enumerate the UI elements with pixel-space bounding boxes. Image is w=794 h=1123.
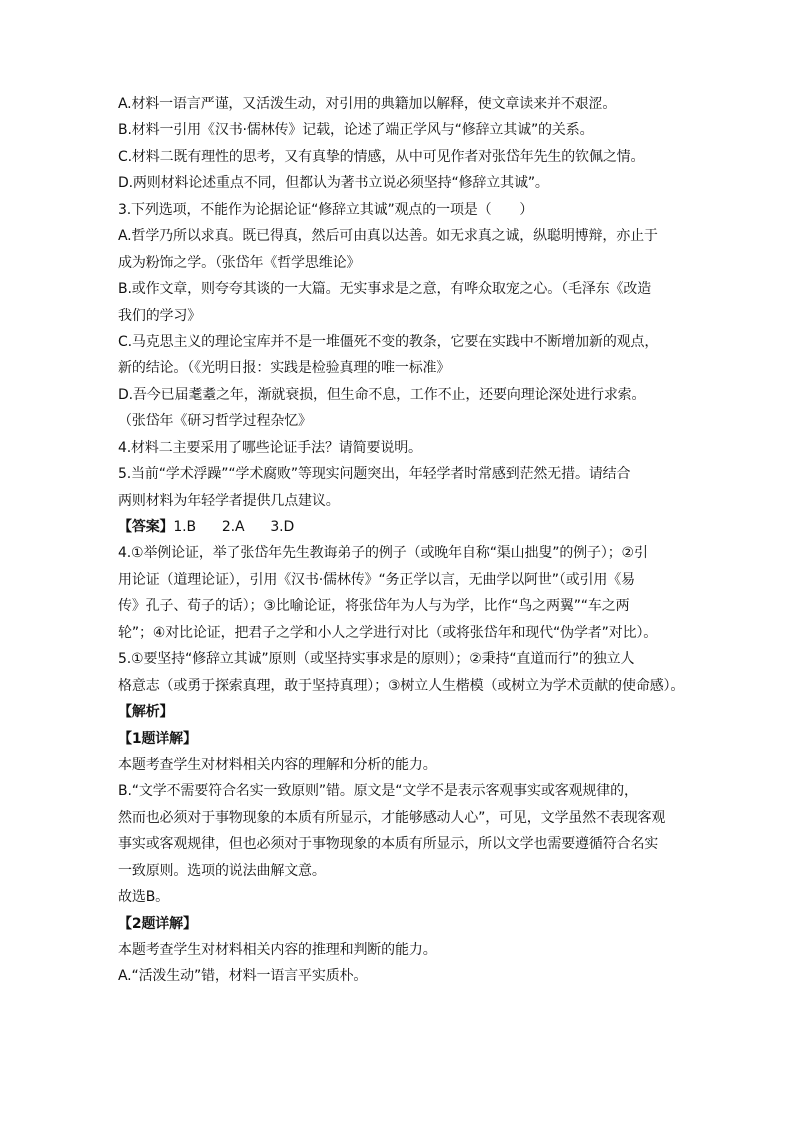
q2-option-b: B.材料一引用《汉书·儒林传》记载，论述了端正学风与“修辞立其诚”的关系。: [118, 122, 594, 139]
q3-stem: 3.下列选项，不能作为论据论证“修辞立其诚”观点的一项是（ ）: [118, 201, 534, 218]
detail1-line: 然而也必须对于事物现象的本质有所显示，才能够感动人心”，可见，文学虽然不表现客观: [118, 809, 666, 826]
q5-stem-line1: 5.当前“学术浮躁”“学术腐败”等现实问题突出，年轻学者时常感到茫然无措。请结合: [118, 466, 631, 483]
q3-option-c-line1: C.马克思主义的理论宝库并不是一堆僵死不变的教条，它要在实践中不断增加新的观点，: [118, 333, 659, 350]
answer4-line3: 传》孔子、荀子的话）；③比喻论证，将张岱年为人与为学，比作“鸟之两翼”“车之两: [118, 598, 630, 615]
document-page: [118, 91, 703, 990]
detail1-line: 一致原则。选项的说法曲解文意。: [118, 862, 326, 879]
answer-label: 【答案】: [118, 519, 174, 535]
q3-option-d-line1: D.吾今已届耄耋之年，渐就衰损，但生命不息，工作不止，还要向理论深处进行求索。: [118, 386, 646, 403]
detail1-heading: 【1题详解】: [118, 730, 197, 747]
answer-3: 3.D: [270, 519, 295, 535]
q3-option-d-line2: （张岱年《研习哲学过程杂忆》: [118, 413, 312, 430]
q3-option-a-line1: A.哲学乃所以求真。既已得真，然后可由真以达善。如无求真之诚，纵聪明博辩，亦止于: [118, 228, 658, 245]
q3-option-b-line1: B.或作文章，则夸夸其谈的一大篇。无实事求是之意，有哗众取宠之心。（毛泽东《改造: [118, 281, 652, 298]
detail1-line: 本题考查学生对材料相关内容的理解和分析的能力。: [118, 756, 437, 773]
detail1-line: B.“文学不需要符合名实一致原则”错。原文是“文学不是表示客观事实或客观规律的，: [118, 783, 638, 800]
q2-option-d: D.两则材料论述重点不同，但都认为著书立说必须坚持“修辞立其诚”。: [118, 175, 549, 192]
q3-option-b-line2: 我们的学习》: [118, 307, 202, 324]
detail2-line: 本题考查学生对材料相关内容的推理和判断的能力。: [118, 942, 437, 958]
q2-option-a: A.材料一语言严谨，又活泼生动，对引用的典籍加以解释，使文章读来并不艰涩。: [118, 96, 617, 112]
answer4-line4: 轮”；④对比论证，把君子之学和小人之学进行对比（或将张岱年和现代“伪学者”对比）。: [118, 624, 658, 641]
answer-2: 2.A: [221, 519, 245, 535]
detail2-heading: 【2题详解】: [118, 915, 197, 932]
detail1-line: 事实或客观规律，但也必须对于事物现象的本质有所显示，所以文学也需要遵循符合名实: [118, 836, 659, 853]
answer-1: 1.B: [173, 519, 196, 535]
q5-stem-line2: 两则材料为年轻学者提供几点建议。: [118, 492, 340, 509]
q4-stem: 4.材料二主要采用了哪些论证手法？请简要说明。: [118, 439, 422, 456]
q3-option-a-line2: 成为粉饰之学。（张岱年《哲学思维论》: [118, 254, 361, 271]
detail1-line: 故选B。: [118, 889, 170, 906]
q3-option-c-line2: 新的结论。（《光明日报：实践是检验真理的唯一标准》: [118, 360, 451, 377]
answer4-line1: 4.①举例论证，举了张岱年先生教诲弟子的例子（或晚年自称“渠山拙叟”的例子）；②引: [118, 545, 648, 562]
detail2-line: A.“活泼生动”错，材料一语言平实质朴。: [118, 968, 368, 985]
analysis-heading: 【解析】: [118, 704, 174, 721]
answer5-line2: 格意志（或勇于探索真理，敢于坚持真理）；③树立人生楷模（或树立为学术贡献的使命感）。: [118, 677, 685, 694]
answer4-line2: 用论证（道理论证），引用《汉书·儒林传》“务正学以言，无曲学以阿世”（或引用《易: [118, 571, 635, 588]
q2-option-c: C.材料二既有理性的思考，又有真挚的情感，从中可见作者对张岱年先生的钦佩之情。: [118, 148, 645, 165]
answer-line: [118, 514, 703, 540]
answer5-line1: 5.①要坚持“修辞立其诚”原则（或坚持实事求是的原则）；②秉持“直道而行”的独立人: [118, 651, 635, 668]
